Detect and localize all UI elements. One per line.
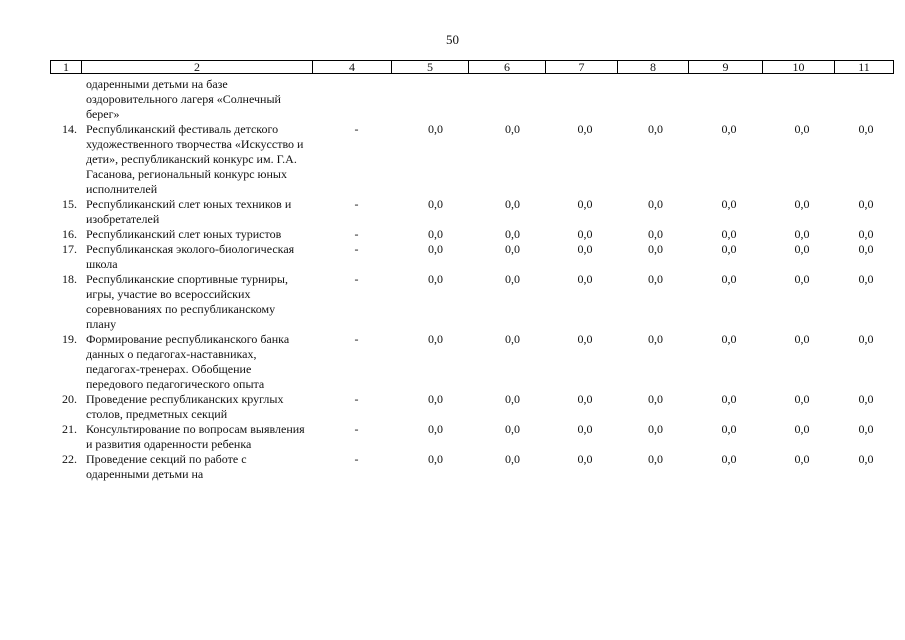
row-col-6: 0,0 bbox=[505, 227, 520, 241]
row-col-7: 0,0 bbox=[577, 197, 593, 211]
row-col-4: - bbox=[354, 422, 359, 436]
row-number: 19. bbox=[62, 332, 77, 346]
row-col-10: 0,0 bbox=[794, 242, 810, 256]
row-col-9: 0,0 bbox=[721, 122, 737, 136]
table-body bbox=[50, 77, 894, 482]
row-col-8: 0,0 bbox=[648, 197, 663, 211]
row-col-10: 0,0 bbox=[794, 227, 810, 241]
row-col-5: 0,0 bbox=[428, 227, 443, 241]
row-number: 20. bbox=[62, 392, 77, 406]
row-col-10: 0,0 bbox=[794, 332, 810, 346]
row-col-8: 0,0 bbox=[648, 122, 663, 136]
column-header-2: 2 bbox=[82, 61, 313, 73]
column-header-6: 6 bbox=[469, 61, 546, 73]
row-col-11: 0,0 bbox=[858, 422, 874, 436]
row-col-10: 0,0 bbox=[794, 272, 810, 286]
table-row bbox=[50, 272, 894, 332]
row-col-9: 0,0 bbox=[721, 452, 737, 466]
row-col-9: 0,0 bbox=[721, 242, 737, 256]
row-col-5: 0,0 bbox=[428, 197, 443, 211]
table-row bbox=[50, 332, 894, 392]
row-col-4: - bbox=[354, 272, 359, 286]
row-col-5: 0,0 bbox=[428, 332, 443, 346]
row-name: Республиканский слет юных техников и изобретателей bbox=[86, 197, 292, 226]
row-col-9: 0,0 bbox=[721, 227, 737, 241]
row-col-8: 0,0 bbox=[648, 272, 663, 286]
row-name: Республиканская эколого-биологическая школа bbox=[86, 242, 295, 271]
row-col-4: - bbox=[354, 227, 359, 241]
row-name: Формирование республиканского банка данных о педагогах-наставниках, педагогах-тренерах. Обобщение передового педагогического опыта bbox=[86, 332, 290, 391]
row-col-9: 0,0 bbox=[721, 272, 737, 286]
row-col-11: 0,0 bbox=[858, 392, 874, 406]
row-name: Проведение секций по работе с одаренными детьми на bbox=[86, 452, 247, 481]
row-col-7: 0,0 bbox=[577, 227, 593, 241]
row-col-6: 0,0 bbox=[505, 422, 520, 436]
column-header-4: 4 bbox=[313, 61, 392, 73]
row-col-8: 0,0 bbox=[648, 452, 663, 466]
row-number: 22. bbox=[62, 452, 77, 466]
row-col-5: 0,0 bbox=[428, 392, 443, 406]
row-col-8: 0,0 bbox=[648, 227, 663, 241]
row-col-6: 0,0 bbox=[505, 452, 520, 466]
row-col-8: 0,0 bbox=[648, 422, 663, 436]
row-col-7: 0,0 bbox=[577, 392, 593, 406]
row-name: Республиканские спортивные турниры, игры, участие во всероссийских соревнованиях по республиканскому плану bbox=[86, 272, 288, 331]
row-col-9: 0,0 bbox=[721, 332, 737, 346]
row-col-11: 0,0 bbox=[858, 272, 874, 286]
row-col-9: 0,0 bbox=[721, 197, 737, 211]
row-col-4: - bbox=[354, 122, 359, 136]
row-col-6: 0,0 bbox=[505, 122, 520, 136]
row-name: Республиканский слет юных туристов bbox=[86, 227, 282, 241]
page-number: 50 bbox=[446, 32, 459, 47]
column-header-8: 8 bbox=[618, 61, 689, 73]
row-col-6: 0,0 bbox=[505, 332, 520, 346]
row-col-8: 0,0 bbox=[648, 242, 663, 256]
row-col-10: 0,0 bbox=[794, 452, 810, 466]
row-name: Республиканский фестиваль детского художественного творчества «Искусство и дети», республиканский конкурс им. Г.А. Гасанова, региональный конкурс юных исполнителей bbox=[86, 122, 304, 196]
row-col-7: 0,0 bbox=[577, 422, 593, 436]
table-row bbox=[50, 422, 894, 452]
row-col-6: 0,0 bbox=[505, 242, 520, 256]
row-name: одаренными детьми на базе оздоровительного лагеря «Солнечный берег» bbox=[86, 77, 281, 121]
table-row bbox=[50, 77, 894, 122]
row-number: 17. bbox=[62, 242, 77, 256]
table-row bbox=[50, 227, 894, 242]
row-col-11: 0,0 bbox=[858, 452, 874, 466]
table-header-row bbox=[50, 60, 894, 74]
row-col-9: 0,0 bbox=[721, 422, 737, 436]
row-col-7: 0,0 bbox=[577, 332, 593, 346]
row-col-4: - bbox=[354, 452, 359, 466]
row-number: 21. bbox=[62, 422, 77, 436]
table-row bbox=[50, 197, 894, 227]
row-col-11: 0,0 bbox=[858, 122, 874, 136]
row-col-11: 0,0 bbox=[858, 332, 874, 346]
table-row bbox=[50, 122, 894, 197]
table-row bbox=[50, 242, 894, 272]
column-header-5: 5 bbox=[392, 61, 469, 73]
row-col-11: 0,0 bbox=[858, 242, 874, 256]
row-col-10: 0,0 bbox=[794, 392, 810, 406]
row-col-8: 0,0 bbox=[648, 332, 663, 346]
row-name: Консультирование по вопросам выявления и развития одаренности ребенка bbox=[86, 422, 305, 451]
column-header-1: 1 bbox=[51, 61, 82, 73]
row-col-5: 0,0 bbox=[428, 452, 443, 466]
row-col-9: 0,0 bbox=[721, 392, 737, 406]
row-col-5: 0,0 bbox=[428, 122, 443, 136]
row-col-7: 0,0 bbox=[577, 242, 593, 256]
row-col-5: 0,0 bbox=[428, 422, 443, 436]
table-row bbox=[50, 452, 894, 482]
row-col-10: 0,0 bbox=[794, 422, 810, 436]
row-col-7: 0,0 bbox=[577, 122, 593, 136]
table-row bbox=[50, 392, 894, 422]
row-col-10: 0,0 bbox=[794, 122, 810, 136]
row-number: 18. bbox=[62, 272, 77, 286]
column-header-11: 11 bbox=[858, 60, 870, 74]
row-col-7: 0,0 bbox=[577, 452, 593, 466]
row-col-10: 0,0 bbox=[794, 197, 810, 211]
row-col-5: 0,0 bbox=[428, 272, 443, 286]
row-col-11: 0,0 bbox=[858, 227, 874, 241]
row-col-4: - bbox=[354, 332, 359, 346]
row-col-8: 0,0 bbox=[648, 392, 663, 406]
row-col-6: 0,0 bbox=[505, 392, 520, 406]
row-col-11: 0,0 bbox=[858, 197, 874, 211]
column-header-10: 10 bbox=[763, 61, 835, 73]
row-number: 16. bbox=[62, 227, 77, 241]
row-number: 15. bbox=[62, 197, 77, 211]
row-col-6: 0,0 bbox=[505, 272, 520, 286]
row-col-4: - bbox=[354, 392, 359, 406]
row-name: Проведение республиканских круглых столов, предметных секций bbox=[86, 392, 284, 421]
column-header-7: 7 bbox=[546, 61, 618, 73]
row-col-5: 0,0 bbox=[428, 242, 443, 256]
row-col-6: 0,0 bbox=[505, 197, 520, 211]
row-number: 14. bbox=[62, 122, 77, 136]
column-header-9: 9 bbox=[689, 61, 763, 73]
row-col-7: 0,0 bbox=[577, 272, 593, 286]
row-col-4: - bbox=[354, 242, 359, 256]
row-col-4: - bbox=[354, 197, 359, 211]
